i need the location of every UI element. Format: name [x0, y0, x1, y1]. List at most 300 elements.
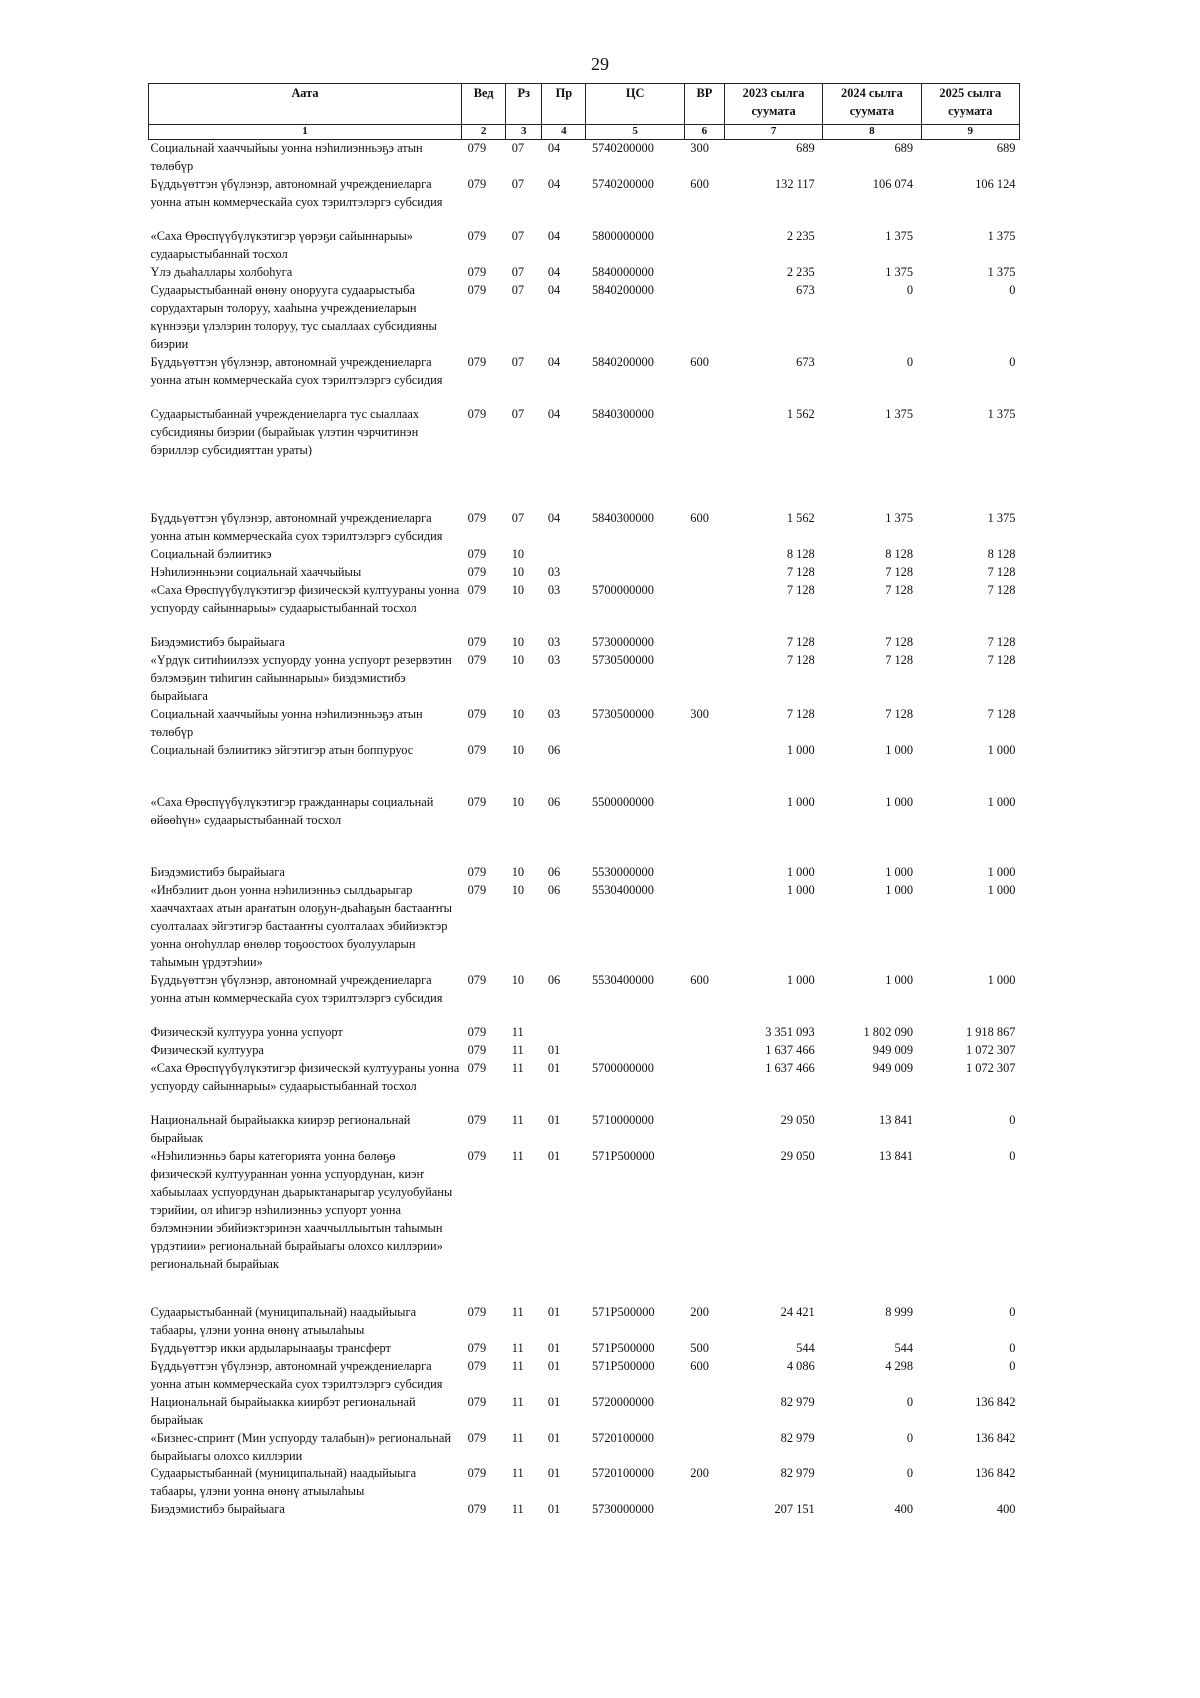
- row-amount-2025: 136 842: [975, 1430, 1016, 1445]
- row-amount-2023: 8 128: [786, 546, 815, 561]
- row-pr: 01: [547, 1304, 561, 1319]
- row-rz: 10: [511, 652, 525, 667]
- row-amount-2025: 0: [1009, 1358, 1016, 1373]
- header-rz: Рз: [506, 84, 542, 125]
- row-cs: 5700000000: [591, 582, 654, 597]
- row-cs: 5840000000: [591, 264, 654, 279]
- row-vr: 600: [690, 176, 709, 191]
- row-amount-2025: 7 128: [987, 706, 1016, 721]
- row-pr: 01: [547, 1358, 561, 1373]
- row-vr: 300: [690, 141, 709, 155]
- row-amount-2024: 1 375: [885, 264, 914, 279]
- row-pr: [542, 546, 586, 564]
- row-amount-2023: 82 979: [780, 1430, 815, 1445]
- row-name: «Үрдүк ситиһиилээх успуорду уонна успуорт резервэтин бэлэмэҕин тиһигин сайыннарыы» биэдэмистибэ бырайыага: [150, 652, 452, 703]
- row-amount-2024: 13 841: [879, 1112, 914, 1127]
- row-amount-2023: 7 128: [786, 706, 815, 721]
- table-row: [149, 1465, 1020, 1501]
- row-rz: 10: [511, 864, 525, 879]
- row-vr: [684, 1148, 724, 1286]
- row-amount-2025: 400: [996, 1502, 1016, 1517]
- row-vr: 200: [690, 1466, 709, 1481]
- table-row: [149, 1340, 1020, 1358]
- row-amount-2024: 1 375: [885, 406, 914, 421]
- row-amount-2024: 8 128: [885, 546, 914, 561]
- header-name: Аата: [149, 84, 462, 125]
- row-vr: 600: [690, 510, 709, 525]
- table-row: [149, 564, 1020, 582]
- row-amount-2025: 0: [1009, 1304, 1016, 1319]
- column-number: 4: [542, 125, 586, 140]
- row-rz: 10: [511, 564, 525, 579]
- row-vr: [684, 282, 724, 354]
- row-vr: [684, 1060, 724, 1112]
- row-pr: 04: [547, 176, 561, 191]
- row-rz: 07: [511, 141, 525, 155]
- row-pr: 04: [547, 354, 561, 369]
- row-cs: 571P500000: [591, 1304, 655, 1319]
- row-ved: 079: [467, 176, 487, 191]
- row-name: Бүддьүөттэн үбүлэнэр, автономнай учреждениеларга уонна атын коммерческайа суох тэрилтэлэргэ субсидия: [150, 1358, 443, 1391]
- column-number: 1: [149, 125, 462, 140]
- row-vr: [684, 228, 724, 264]
- row-ved: 079: [467, 1394, 487, 1409]
- row-amount-2023: 7 128: [786, 634, 815, 649]
- row-cs: 5500000000: [591, 794, 654, 809]
- row-name: Социальнай хааччыйыы уонна нэһилиэнньэҕэ атын төлөбүр: [150, 141, 423, 173]
- row-pr: 03: [547, 652, 561, 667]
- row-pr: 01: [547, 1502, 561, 1517]
- row-amount-2025: 1 375: [987, 510, 1016, 525]
- row-pr: 01: [547, 1148, 561, 1163]
- row-amount-2023: 673: [796, 282, 815, 297]
- row-amount-2024: 7 128: [885, 634, 914, 649]
- row-pr: 06: [547, 972, 561, 987]
- row-rz: 11: [511, 1042, 524, 1057]
- row-ved: 079: [467, 794, 487, 809]
- row-amount-2023: 673: [796, 354, 815, 369]
- row-amount-2023: 82 979: [780, 1466, 815, 1481]
- row-pr: 06: [547, 864, 561, 879]
- row-name: Социальнай бэлиитикэ эйгэтигэр атын боппуруос: [150, 742, 414, 757]
- header-vr: ВР: [684, 84, 724, 125]
- row-amount-2023: 7 128: [786, 564, 815, 579]
- row-pr: 06: [547, 742, 561, 757]
- row-rz: 11: [511, 1340, 524, 1355]
- table-row: [149, 264, 1020, 282]
- row-cs: 5840300000: [591, 406, 654, 421]
- row-ved: 079: [467, 1466, 487, 1481]
- row-amount-2024: 7 128: [885, 582, 914, 597]
- table-row: [149, 1148, 1020, 1286]
- row-name: «Нэһилиэнньэ бары категориятa уонна бөлөҕө физическэй култуураннан уонна успуордунан, киэҥ хабыылаах успуордунан дьарыктанарыгар усулуобуйаны тэрийии, ол иһигэр нэһилиэнньэ успуорт уонна бэлэмнэнии эбийиэктэринэн хааччыллыытын таһымын үрдэтиии» региональнай бырайыагы олохсо киллэрии» региональнай бырайыак: [150, 1148, 453, 1271]
- row-rz: 11: [511, 1394, 524, 1409]
- row-name: «Инбэлиит дьон уонна нэһилиэнньэ сылдьарыгар хааччахтаах атын араҥатын олоҕун-дьаһаҕын бастааҥҥы суолталаах эйгэтигэр бастааҥҥы суолталаах эбийиэктэр уонна оҥоһуллар өнөлөр тоҕоостоох буолууларын таһымын үрдэтэһии»: [150, 882, 452, 969]
- row-ved: 079: [467, 1024, 487, 1039]
- row-amount-2025: 1 000: [987, 742, 1016, 757]
- column-number: 2: [462, 125, 506, 140]
- row-amount-2025: 1 375: [987, 264, 1016, 279]
- row-rz: 10: [511, 742, 525, 757]
- row-ved: 079: [467, 564, 487, 579]
- row-ved: 079: [467, 1042, 487, 1057]
- row-name: Социальнай хааччыйыы уонна нэһилиэнньэҕэ атын төлөбүр: [150, 706, 423, 739]
- row-rz: 07: [511, 282, 525, 297]
- row-rz: 11: [511, 1304, 524, 1319]
- row-rz: 10: [511, 972, 525, 987]
- row-amount-2024: 1 000: [885, 882, 914, 897]
- table-row: [149, 1112, 1020, 1148]
- header-2024: 2024 сылга суумата: [823, 84, 921, 125]
- row-cs: 5710000000: [591, 1112, 654, 1127]
- row-amount-2024: 0: [906, 282, 914, 297]
- row-name: «Саха Өрөспүүбүлүкэтигэр гражданнары социальнай өйөөһүн» судаарыстыбаннай тосхол: [150, 794, 434, 827]
- row-amount-2023: 1 637 466: [765, 1060, 815, 1075]
- table-header: [149, 84, 1020, 140]
- row-cs: 5720000000: [591, 1394, 654, 1409]
- row-name: Судаарыстыбаннай өнөну онорууга судаарыстыба сорудахтарын толоруу, хааһына учреждениеларын күннээҕи үлэлэрин толоруу, тус сыаллаах субсидияны биэрии: [150, 282, 437, 351]
- row-amount-2023: 1 000: [786, 972, 815, 987]
- row-ved: 079: [467, 228, 487, 243]
- row-pr: 01: [547, 1466, 561, 1481]
- row-amount-2025: 1 000: [987, 972, 1016, 987]
- table-row: [149, 1358, 1020, 1394]
- row-rz: 10: [511, 882, 525, 897]
- row-ved: 079: [467, 282, 487, 297]
- row-amount-2023: 1 562: [786, 510, 815, 525]
- budget-table: [148, 83, 1020, 1535]
- row-pr: 01: [547, 1394, 561, 1409]
- row-rz: 10: [511, 706, 525, 721]
- row-amount-2023: 207 151: [774, 1502, 815, 1517]
- row-amount-2024: 1 000: [885, 864, 914, 879]
- row-vr: 300: [690, 706, 709, 721]
- row-pr: 01: [547, 1112, 561, 1127]
- table-row: [149, 830, 1020, 882]
- row-cs: 5730000000: [591, 1502, 654, 1517]
- row-amount-2025: 0: [1009, 282, 1016, 297]
- row-name: «Саха Өрөспүүбүлүкэтигэр физическэй култуураны уонна успуорду сайыннарыы» судаарыстыбаннай тосхол: [150, 1060, 460, 1093]
- row-cs: 5800000000: [591, 228, 654, 243]
- row-amount-2025: 106 124: [975, 176, 1016, 191]
- header-pr: Пр: [542, 84, 586, 125]
- row-amount-2024: 7 128: [885, 706, 914, 721]
- row-amount-2025: 1 000: [987, 882, 1016, 897]
- row-ved: 079: [467, 1060, 487, 1075]
- row-vr: [684, 634, 724, 652]
- row-cs: 5720100000: [591, 1466, 654, 1481]
- row-rz: 11: [511, 1060, 524, 1075]
- row-name: Судаарыстыбаннай учреждениеларга тус сыаллаах субсидияны биэрии (бырайыак үлэтин чэрчитинэн бэриллэр субсидияттан ураты): [150, 406, 420, 457]
- row-amount-2023: 1 000: [786, 864, 815, 879]
- page-number: 29: [591, 54, 609, 74]
- row-amount-2023: 29 050: [780, 1112, 815, 1127]
- row-cs: 571P500000: [591, 1148, 655, 1163]
- row-amount-2024: 949 009: [872, 1060, 914, 1075]
- row-amount-2024: 1 802 090: [863, 1024, 914, 1039]
- row-rz: 07: [511, 354, 525, 369]
- column-number: 8: [823, 125, 921, 140]
- row-vr: [684, 406, 724, 476]
- row-name: Физическэй култуура: [150, 1042, 264, 1057]
- row-pr: 04: [547, 510, 561, 525]
- row-rz: 07: [511, 510, 525, 525]
- row-pr: [542, 1024, 586, 1042]
- row-amount-2025: 1 072 307: [965, 1060, 1016, 1075]
- row-vr: 200: [690, 1304, 709, 1319]
- row-cs: 5530400000: [591, 972, 654, 987]
- row-rz: 11: [511, 1112, 524, 1127]
- row-name: Социальнай бэлиитикэ: [150, 546, 272, 561]
- row-cs: 5530400000: [591, 882, 654, 897]
- row-name: Национальнай бырайыакка киирэр региональнай бырайыак: [150, 1112, 411, 1145]
- row-ved: 079: [467, 652, 487, 667]
- row-amount-2023: 689: [796, 141, 815, 155]
- row-amount-2023: 1 637 466: [765, 1042, 815, 1057]
- row-cs: 5730500000: [591, 652, 654, 667]
- row-amount-2024: 1 000: [885, 972, 914, 987]
- row-name: Национальнай бырайыакка киирбэт региональнай бырайыак: [150, 1394, 416, 1427]
- row-rz: 07: [511, 406, 525, 421]
- row-amount-2023: 7 128: [786, 652, 815, 667]
- row-cs: [586, 564, 684, 582]
- row-pr: 04: [547, 228, 561, 243]
- row-amount-2025: 1 000: [987, 864, 1016, 879]
- row-ved: 079: [467, 864, 487, 879]
- row-amount-2024: 1 375: [885, 228, 914, 243]
- row-amount-2023: 544: [796, 1340, 815, 1355]
- row-ved: 079: [467, 706, 487, 721]
- row-pr: 01: [547, 1430, 561, 1445]
- row-amount-2023: 29 050: [780, 1148, 815, 1163]
- row-rz: 07: [511, 264, 525, 279]
- row-ved: 079: [467, 972, 487, 987]
- row-amount-2025: 136 842: [975, 1394, 1016, 1409]
- row-ved: 079: [467, 1304, 487, 1319]
- row-amount-2023: 3 351 093: [765, 1024, 815, 1039]
- row-amount-2023: 2 235: [786, 228, 815, 243]
- row-cs: 571P500000: [591, 1358, 655, 1373]
- table-row: [149, 882, 1020, 972]
- row-cs: 5700000000: [591, 1060, 654, 1075]
- column-number: 9: [921, 125, 1019, 140]
- row-amount-2023: 4 086: [786, 1358, 815, 1373]
- table-row: [149, 742, 1020, 776]
- row-rz: 10: [511, 582, 525, 597]
- table-row: [149, 1430, 1020, 1466]
- row-rz: 10: [511, 794, 525, 809]
- header-cs: ЦС: [586, 84, 684, 125]
- table-row: [149, 1501, 1020, 1535]
- row-vr: [684, 882, 724, 972]
- row-cs: 571P500000: [591, 1340, 655, 1355]
- column-number: 7: [724, 125, 822, 140]
- header-2023: 2023 сылга суумата: [724, 84, 822, 125]
- table-row: [149, 652, 1020, 706]
- row-pr: 01: [547, 1340, 561, 1355]
- row-rz: 10: [511, 634, 525, 649]
- row-pr: 04: [547, 406, 561, 421]
- row-amount-2024: 1 375: [885, 510, 914, 525]
- table-row: [149, 1286, 1020, 1340]
- row-amount-2023: 7 128: [786, 582, 815, 597]
- row-vr: [684, 1042, 724, 1060]
- row-amount-2024: 0: [906, 1466, 914, 1481]
- row-amount-2024: 689: [894, 141, 914, 155]
- row-name: Бүддьүөттэн үбүлэнэр, автономнай учреждениеларга уонна атын коммерческайа суох тэрилтэлэргэ субсидия: [150, 972, 443, 1005]
- table-row: [149, 634, 1020, 652]
- table-row: [149, 706, 1020, 742]
- header-ved: Вед: [462, 84, 506, 125]
- row-amount-2023: 24 421: [780, 1304, 815, 1319]
- row-cs: 5740200000: [591, 176, 654, 191]
- row-vr: [684, 742, 724, 776]
- row-amount-2025: 0: [1009, 1148, 1016, 1163]
- row-name: «Саха Өрөспүүбүлүкэтигэр үөрэҕи сайыннарыы» судаарыстыбаннай тосхол: [150, 228, 413, 261]
- row-amount-2023: 1 000: [786, 794, 815, 809]
- row-name: Судаарыстыбаннай (муниципальнай) наадыйыыга табаары, үлэни уонна өнөнү атыылаһыы: [150, 1304, 417, 1337]
- row-amount-2025: 1 000: [987, 794, 1016, 809]
- row-rz: 07: [511, 228, 525, 243]
- row-amount-2025: 7 128: [987, 564, 1016, 579]
- table-row: [149, 1042, 1020, 1060]
- budget-table-wrapper: [148, 83, 1020, 1535]
- row-pr: 03: [547, 564, 561, 579]
- row-vr: 600: [690, 354, 709, 369]
- row-vr: 500: [690, 1340, 709, 1355]
- row-name: Нэһилиэнньэни социальнай хааччыйыы: [150, 564, 362, 579]
- row-vr: [684, 830, 724, 882]
- table-row: [149, 776, 1020, 830]
- table-row: [149, 140, 1020, 176]
- row-amount-2025: 0: [1009, 1112, 1016, 1127]
- column-number: 5: [586, 125, 684, 140]
- row-vr: [684, 652, 724, 706]
- table-body: [149, 140, 1020, 1536]
- row-ved: 079: [467, 510, 487, 525]
- row-name: Бүддьүөттэн үбүлэнэр, автономнай учреждениеларга уонна атын коммерческайа суох тэрилтэлэргэ субсидия: [150, 510, 443, 543]
- row-ved: 079: [467, 141, 487, 155]
- row-amount-2024: 400: [894, 1502, 914, 1517]
- table-row: [149, 354, 1020, 406]
- row-cs: 5840200000: [591, 282, 654, 297]
- row-ved: 079: [467, 1502, 487, 1517]
- row-pr: 03: [547, 634, 561, 649]
- row-amount-2025: 7 128: [987, 652, 1016, 667]
- row-name: Биэдэмистибэ бырайыага: [150, 864, 285, 879]
- row-pr: 03: [547, 706, 561, 721]
- row-vr: [684, 1501, 724, 1535]
- row-ved: 079: [467, 264, 487, 279]
- row-amount-2025: 1 375: [987, 406, 1016, 421]
- row-vr: [684, 582, 724, 634]
- row-amount-2024: 949 009: [872, 1042, 914, 1057]
- row-amount-2025: 1 918 867: [965, 1024, 1016, 1039]
- row-amount-2025: 7 128: [987, 582, 1016, 597]
- row-rz: 10: [511, 546, 525, 561]
- row-amount-2024: 0: [906, 354, 914, 369]
- row-vr: [684, 546, 724, 564]
- row-vr: [684, 564, 724, 582]
- table-row: [149, 406, 1020, 476]
- column-number: 6: [684, 125, 724, 140]
- row-rz: 11: [511, 1430, 524, 1445]
- table-row: [149, 228, 1020, 264]
- table-row: [149, 282, 1020, 354]
- row-cs: 5720100000: [591, 1430, 654, 1445]
- row-amount-2024: 4 298: [885, 1358, 914, 1373]
- row-cs: [586, 1024, 684, 1042]
- row-ved: 079: [467, 634, 487, 649]
- row-rz: 11: [511, 1148, 524, 1163]
- row-rz: 07: [511, 176, 525, 191]
- row-name: Биэдэмистибэ бырайыага: [150, 634, 285, 649]
- row-cs: 5530000000: [591, 864, 654, 879]
- row-pr: 06: [547, 882, 561, 897]
- row-rz: 11: [511, 1024, 524, 1039]
- row-amount-2024: 0: [906, 1430, 914, 1445]
- row-vr: [684, 1112, 724, 1148]
- row-ved: 079: [467, 354, 487, 369]
- row-ved: 079: [467, 546, 487, 561]
- row-amount-2024: 7 128: [885, 564, 914, 579]
- row-vr: 600: [690, 972, 709, 987]
- row-amount-2023: 82 979: [780, 1394, 815, 1409]
- row-amount-2024: 8 999: [885, 1304, 914, 1319]
- row-amount-2024: 544: [894, 1340, 914, 1355]
- table-row: [149, 176, 1020, 228]
- row-name: Бүддьүөттэн үбүлэнэр, автономнай учреждениеларга уонна атын коммерческайа суох тэрилтэлэргэ субсидия: [150, 354, 443, 387]
- row-amount-2024: 7 128: [885, 652, 914, 667]
- table-row: [149, 476, 1020, 546]
- row-name: Бүддьүөттэр икки ардыларынааҕы трансферт: [150, 1340, 391, 1355]
- row-ved: 079: [467, 742, 487, 757]
- row-amount-2025: 136 842: [975, 1466, 1016, 1481]
- row-pr: 01: [547, 1060, 561, 1075]
- table-row: [149, 972, 1020, 1024]
- row-cs: [586, 1042, 684, 1060]
- row-rz: 11: [511, 1502, 524, 1517]
- row-name: Биэдэмистибэ бырайыага: [150, 1502, 285, 1517]
- table-row: [149, 582, 1020, 634]
- row-amount-2023: 2 235: [786, 264, 815, 279]
- row-vr: [684, 1430, 724, 1466]
- row-amount-2025: 7 128: [987, 634, 1016, 649]
- row-pr: 04: [547, 282, 561, 297]
- header-row: [149, 84, 1020, 125]
- row-amount-2025: 0: [1009, 354, 1016, 369]
- row-pr: 04: [547, 141, 561, 155]
- row-ved: 079: [467, 882, 487, 897]
- row-name: Үлэ дьаһаллары холбоһуга: [150, 264, 293, 279]
- row-vr: [684, 776, 724, 830]
- row-amount-2023: 1 000: [786, 742, 815, 757]
- row-amount-2024: 106 074: [872, 176, 914, 191]
- row-vr: [684, 264, 724, 282]
- row-cs: 5840200000: [591, 354, 654, 369]
- row-cs: [586, 546, 684, 564]
- row-pr: 06: [547, 794, 561, 809]
- row-name: Бүддьүөттэн үбүлэнэр, автономнай учреждениеларга уонна атын коммерческайа суох тэрилтэлэргэ субсидия: [150, 176, 443, 209]
- row-name: Физическэй култуура уонна успуорт: [150, 1024, 343, 1039]
- row-vr: [684, 1394, 724, 1430]
- row-ved: 079: [467, 1148, 487, 1163]
- row-ved: 079: [467, 1358, 487, 1373]
- row-rz: 11: [511, 1466, 524, 1481]
- row-amount-2023: 132 117: [774, 176, 815, 191]
- row-cs: 5730500000: [591, 706, 654, 721]
- row-ved: 079: [467, 582, 487, 597]
